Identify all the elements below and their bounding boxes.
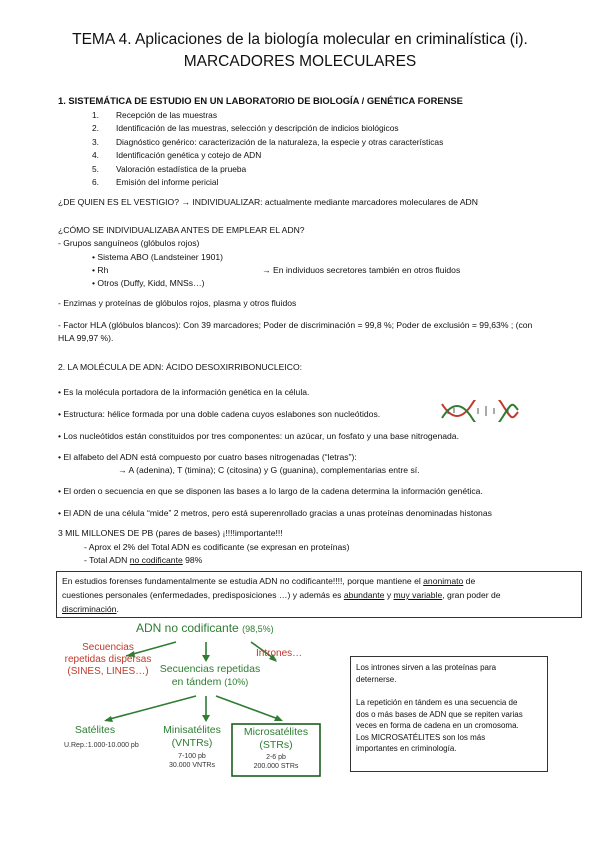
side-p2e: importantes en criminología. <box>356 744 457 753</box>
mini-2: (VNTRs) <box>171 737 213 749</box>
step-number: 2. <box>92 123 99 134</box>
antes-question: ¿CÓMO SE INDIVIDUALIZABA ANTES DE EMPLEAR EL ADN? <box>58 225 305 235</box>
step-text: Identificación genética y cotejo de ADN <box>116 150 262 161</box>
otros-bullet: • Otros (Duffy, Kidd, MNSs…) <box>92 278 205 288</box>
forensic-note-box <box>56 571 582 618</box>
micro-n: 200.000 STRs <box>253 763 299 770</box>
page-title-line1: TEMA 4. Aplicaciones de la biología molecular en criminalística (i). <box>72 31 528 48</box>
diagram-root <box>136 621 274 635</box>
disp-2: repetidas dispersas <box>64 654 152 665</box>
step-number: 6. <box>92 177 99 188</box>
note-t3: cuestiones personales (enfermedades, predisposiciones …) y además es <box>62 590 344 600</box>
tand-1: Secuencias repetidas <box>159 663 261 675</box>
microsatelites-info <box>246 753 306 771</box>
step-number: 1. <box>92 110 99 120</box>
micro-pb: 2-6 pb <box>266 754 286 761</box>
side-p1b: deternerse. <box>356 674 397 684</box>
mini-pb: 7-100 pb <box>178 753 206 760</box>
step-text: Diagnóstico genérico: caracterización de la naturaleza, la especie y otras características <box>116 136 444 147</box>
adn-bullet-4-bases: → A (adenina), T (timina); C (citosina) y G (guanina), complementarias entre sí. <box>118 465 420 475</box>
hla-line2: HLA 99,97 %). <box>58 333 114 343</box>
step-number: 5. <box>92 163 99 174</box>
micro-1: Microsatélites <box>243 726 309 738</box>
disp-3: (SINES, LINES…) <box>67 666 149 677</box>
note-line3 <box>62 603 119 615</box>
step-text: Valoración estadística de la prueba <box>116 163 247 174</box>
side-p2c: veces en forma de cadena en un cromosoma. <box>356 721 519 730</box>
vestigio-answer: actualmente mediante marcadores moleculares de ADN <box>262 197 478 207</box>
abo-bullet: • Sistema ABO (Landsteiner 1901) <box>92 252 224 262</box>
section2-heading: 2. LA MOLÉCULA DE ADN: ÁCIDO DESOXIRRIBONUCLEICO: <box>58 362 303 372</box>
hla-line1: - Factor HLA (glóbulos blancos): Con 39 marcadores; Poder de discriminación = 99,8 %; Poder de exclusión = 99,63% ; (con <box>58 320 533 330</box>
grupos-line: - Grupos sanguíneos (glóbulos rojos) <box>58 238 200 248</box>
side-p2a: La repetición en tándem es una secuencia de <box>356 698 518 707</box>
note-variable: muy variable <box>393 590 443 600</box>
arrow-to-microsatelites <box>216 696 281 720</box>
note-line2 <box>62 589 501 601</box>
satelites-rep: U.Rep.:1.000-10.000 pb <box>64 742 139 749</box>
step-item <box>92 136 443 149</box>
step-number: 4. <box>92 150 99 161</box>
tandem-label <box>158 663 262 689</box>
vestigio-question: ¿DE QUIEN ES EL VESTIGIO? → INDIVIDUALIZAR: <box>58 197 263 207</box>
tand-pct: (10%) <box>224 677 249 687</box>
note-t5: , gran poder de <box>442 590 501 600</box>
note-discriminacion: discriminación <box>62 604 117 614</box>
note-t4: y <box>384 590 394 600</box>
step-item <box>92 122 443 135</box>
aprox-line: - Aprox el 2% del Total ADN es codificante (se expresan en proteínas) <box>84 542 350 552</box>
note-t2: de <box>463 576 476 586</box>
tand-2: en tándem <box>171 676 222 688</box>
note-line1 <box>62 575 475 587</box>
vestigio-line <box>58 196 478 208</box>
root-label: ADN no codificante <box>136 621 239 635</box>
enzimas-line: - Enzimas y proteínas de glóbulos rojos, plasma y otros fluidos <box>58 298 297 308</box>
rh-note: → En individuos secretores también en otros fluidos <box>262 265 461 275</box>
intrones-label: Intrones… <box>256 648 303 659</box>
mini-1: Minisatélites <box>163 724 221 736</box>
side-note-p2 <box>356 697 523 755</box>
note-abundante: abundante <box>343 590 385 600</box>
rh-bullet: • Rh <box>92 265 109 275</box>
note-t6: . <box>116 604 119 614</box>
step-item <box>92 163 443 176</box>
step-item <box>92 176 443 189</box>
micro-2: (STRs) <box>259 739 293 751</box>
side-p2b: dos o más bases de ADN que se repiten varias <box>356 709 523 719</box>
arrow-to-satelites <box>106 696 196 720</box>
section1-heading: 1. SISTEMÁTICA DE ESTUDIO EN UN LABORATORIO DE BIOLOGÍA / GENÉTICA FORENSE <box>58 95 463 106</box>
side-note-p1 <box>356 662 496 685</box>
note-t1: En estudios forenses fundamentalmente se estudia ADN no codificante!!!!, porque mantiene el <box>62 576 424 586</box>
side-p2d: Los MICROSATÉLITES son los más <box>356 732 486 742</box>
step-item <box>92 109 443 122</box>
dna-helix-icon <box>440 400 520 422</box>
root-pct: (98,5%) <box>242 624 274 634</box>
total-underlined: no codificante <box>129 555 183 565</box>
steps-list <box>92 109 443 189</box>
dispersas-label <box>62 642 154 678</box>
mil-millones-line: 3 MIL MILLONES DE PB (pares de bases) ¡!!!!importante!!! <box>58 528 283 538</box>
adn-bullet-4: • El alfabeto del ADN está compuesto por cuatro bases nitrogenadas (“letras”): <box>58 452 357 462</box>
total-suffix: 98% <box>182 555 203 565</box>
side-note-box <box>350 656 548 772</box>
total-prefix: - Total ADN <box>84 555 130 565</box>
step-text: Emisión del informe pericial <box>116 177 219 188</box>
microsatelites-label <box>232 726 320 752</box>
adn-bullet-5: • El orden o secuencia en que se disponen las bases a lo largo de la cadena determina la información genética. <box>58 486 483 496</box>
disp-1: Secuencias <box>82 642 134 653</box>
minisatelites-label <box>154 724 230 750</box>
step-number: 3. <box>92 136 99 147</box>
adn-bullet-6: • El ADN de una célula “mide” 2 metros, pero está superenrollado gracias a unas proteínas denominadas histonas <box>58 508 492 518</box>
step-text: Recepción de las muestras <box>116 110 218 120</box>
step-item <box>92 149 443 162</box>
minisatelites-info <box>162 752 222 770</box>
adn-bullet-3: • Los nucleótidos están constituidos por tres componentes: un azúcar, un fosfato y una base nitrogenada. <box>58 431 459 441</box>
adn-bullet-2: • Estructura: hélice formada por una doble cadena cuyos eslabones son nucleótidos. <box>58 409 381 419</box>
note-anonimato: anonimato <box>423 576 464 586</box>
satelites-label: Satélites <box>74 724 116 736</box>
step-text: Identificación de las muestras, selección y descripción de indicios biológicos <box>116 123 399 134</box>
adn-bullet-1: • Es la molécula portadora de la información genética en la célula. <box>58 387 310 397</box>
page-title-line2: MARCADORES MOLECULARES <box>183 53 417 70</box>
total-line <box>84 554 202 566</box>
mini-n: 30.000 VNTRs <box>169 762 215 769</box>
side-p1a: Los intrones sirven a las proteínas para <box>356 663 497 672</box>
